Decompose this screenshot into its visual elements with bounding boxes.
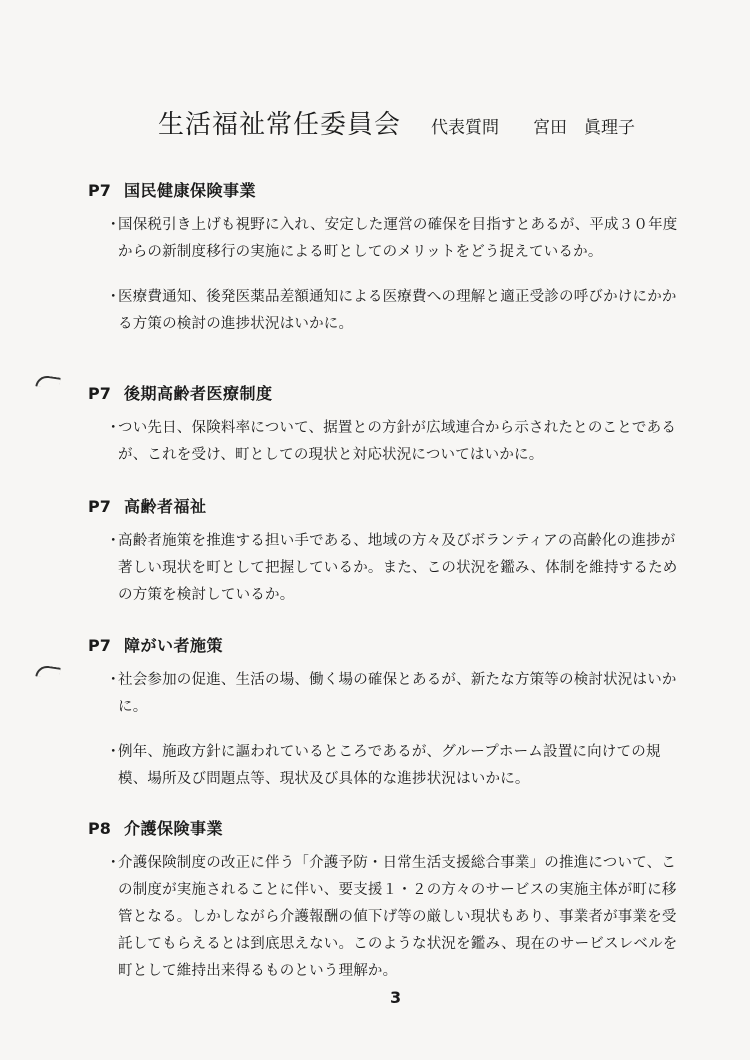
question-type: 代表質問 [431,118,500,138]
list-item [106,284,688,338]
section-elderly-welfare [88,494,698,609]
section-heading [88,816,698,840]
bullet: ・ [106,744,121,760]
section-title: 高齢者福祉 [124,497,207,516]
section-late-stage-elderly-medical [88,381,698,469]
item-text: つい先日、保険料率について、据置との方針が広域連合から示されたとのことであるが、これを受け、町としての現状と対応状況についてはいかに。 [118,420,677,463]
section-heading [88,633,698,657]
section-page-ref: P7 [88,497,111,516]
committee-name: 生活福祉常任委員会 [158,110,402,140]
bullet: ・ [106,672,121,688]
section-title: 介護保険事業 [124,819,224,838]
list-item [106,212,688,266]
section-page-ref: P7 [88,636,111,655]
section-heading [88,381,698,405]
bullet: ・ [106,289,121,305]
list-item [106,739,688,793]
item-text: 国保税引き上げも視野に入れ、安定した運営の確保を目指すとあるが、平成３０年度からの新制度移行の実施による町としてのメリットをどう捉えているか。 [118,217,678,260]
list-item [106,850,688,985]
section-title: 国民健康保険事業 [124,181,257,200]
punch-hole-mark [35,374,60,389]
section-heading [88,178,698,202]
section-page-ref: P7 [88,181,111,200]
speaker-name: 宮田 眞理子 [533,118,636,138]
bullet: ・ [106,855,121,871]
section-national-health-insurance [88,178,698,338]
section-page-ref: P7 [88,384,111,403]
section-nursing-care-insurance [88,816,698,985]
list-item [106,667,688,721]
section-heading [88,494,698,518]
section-title: 障がい者施策 [124,636,224,655]
item-text: 医療費通知、後発医薬品差額通知による医療費への理解と適正受診の呼びかけにかかる方策の検討の進捗状況はいかに。 [118,289,677,332]
item-text: 例年、施政方針に謳われているところであるが、グループホーム設置に向けての規模、場所及び問題点等、現状及び具体的な進捗状況はいかに。 [118,744,661,787]
item-text: 介護保険制度の改正に伴う「介護予防・日常生活支援総合事業」の推進について、この制度が実施されることに伴い、要支援１・２の方々のサービスの実施主体が町に移管となる。しかしながら介護報酬の値下げ等の厳しい現状もあり、事業者が事業を受託してもらえるとは到底思えない。このような状況を鑑み、現在のサービスレベルを町として維持出来得るものという理解か。 [118,855,678,979]
list-item [106,528,688,609]
bullet: ・ [106,533,121,549]
list-item [106,415,688,469]
bullet: ・ [106,217,121,233]
document-header [158,104,718,141]
item-text: 社会参加の促進、生活の場、働く場の確保とあるが、新たな方策等の検討状況はいかに。 [118,672,677,715]
punch-hole-mark [35,664,60,679]
section-title: 後期高齢者医療制度 [124,384,273,403]
section-page-ref: P8 [88,819,111,838]
bullet: ・ [106,420,121,436]
page-number: 3 [390,988,402,1007]
item-text: 高齢者施策を推進する担い手である、地域の方々及びボランティアの高齢化の進捗が著しい現状を町として把握しているか。また、この状況を鑑み、体制を維持するための方策を検討しているか。 [118,533,678,603]
section-disability-policy [88,633,698,793]
